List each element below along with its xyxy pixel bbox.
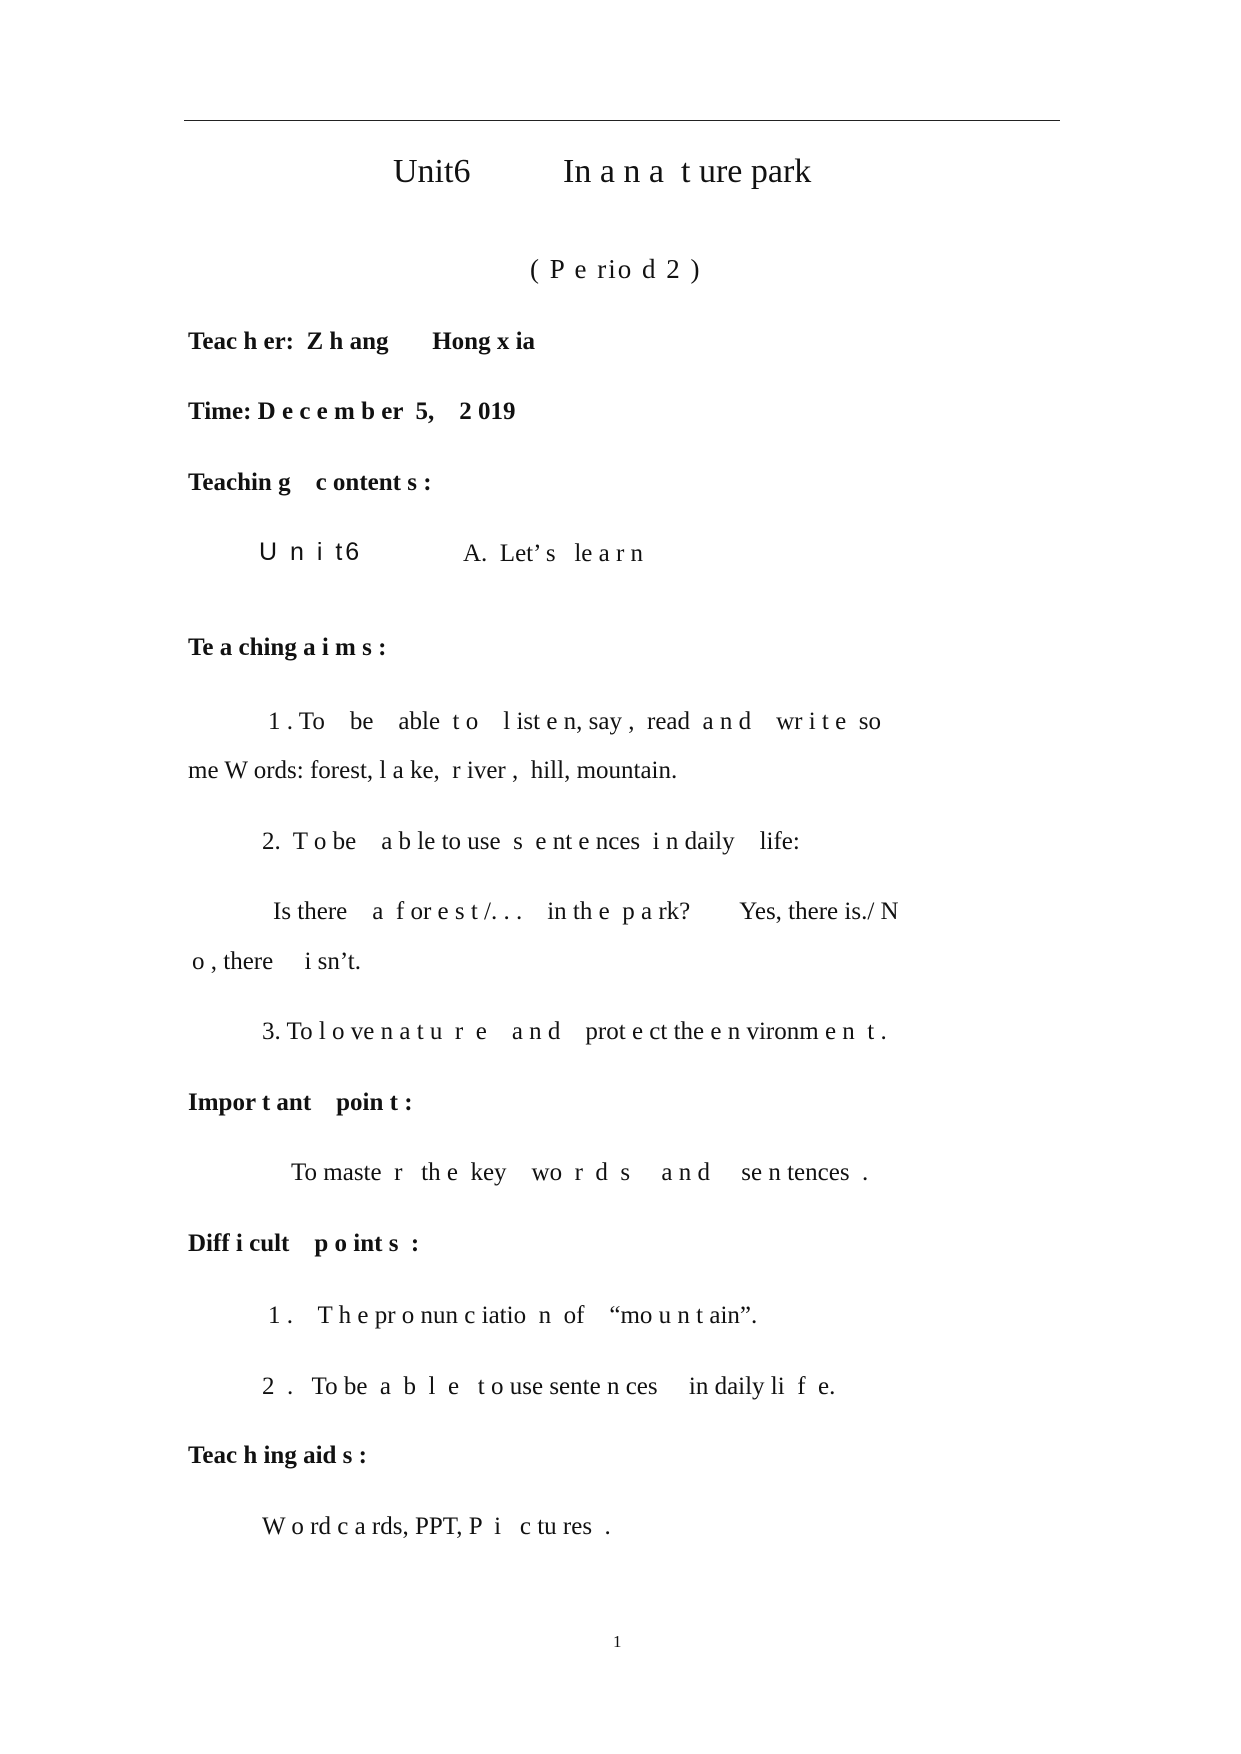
page-number: 1	[613, 1632, 622, 1651]
time-line: Time: D e c e m b er 5, 2 019	[188, 398, 516, 425]
teaching-aids-heading: Teac h ing aid s :	[188, 1442, 367, 1469]
teaching-contents-heading: Teachin g c ontent s :	[188, 469, 432, 496]
contents-unit: U n i t6	[259, 538, 363, 566]
aim-2-example-line-1: Is there a f or e s t /. . . in th e p a rk? Yes, there is./ N	[273, 898, 899, 925]
teacher-line: Teac h er: Z h ang Hong x ia	[188, 328, 536, 355]
aim-1-line-1: 1 . To be able t o l ist e n, say , read a n d wr i t e so	[268, 708, 881, 735]
teaching-aims-heading: Te a ching a i m s :	[188, 634, 387, 661]
difficult-points-heading: Diff i cult p o int s :	[188, 1230, 420, 1257]
aim-2: 2. T o be a b le to use s e nt e nces i n daily life:	[262, 828, 800, 855]
aim-1-line-2: me W ords: forest, l a ke, r iver , hill, mountain.	[188, 757, 678, 784]
page-title: In a n a t ure park	[563, 153, 812, 190]
aim-2-example-line-2: o , there i sn’t.	[192, 948, 361, 975]
teaching-aids-text: W o rd c a rds, PPT, P i c tu res .	[262, 1513, 611, 1540]
important-point-text: To maste r th e key wo r d s a n d se n tences .	[291, 1159, 869, 1186]
important-point-heading: Impor t ant poin t :	[188, 1089, 413, 1116]
header-rule	[184, 120, 1060, 121]
difficult-point-2: 2 . To be a b l e t o use sente n ces in daily li f e.	[262, 1373, 836, 1400]
contents-item: A. Let’ s le a r n	[463, 540, 644, 567]
aim-3: 3. To l o ve n a t u r e a n d prot e ct the e n vironm e n t .	[262, 1018, 887, 1045]
title-unit: Unit6	[393, 153, 471, 190]
period-label: ( P e rio d 2 )	[530, 254, 702, 284]
difficult-point-1: 1 . T h e pr o nun c iatio n of “mo u n t ain”.	[268, 1302, 758, 1329]
